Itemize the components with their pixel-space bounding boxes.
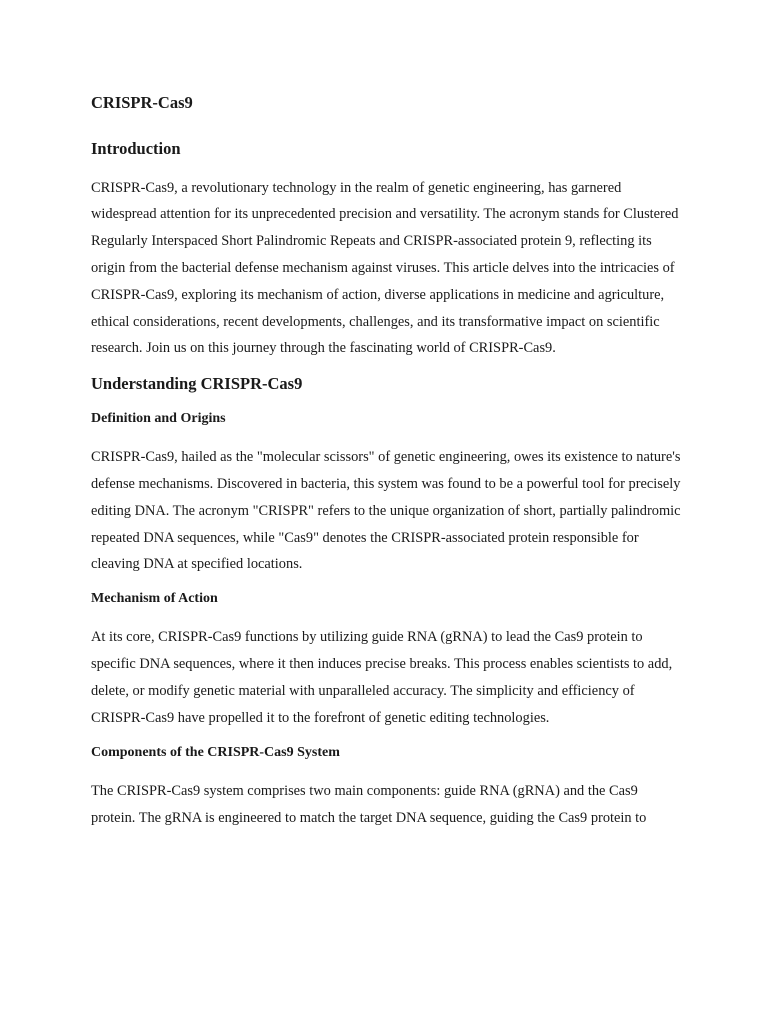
- mechanism-heading: Mechanism of Action: [91, 591, 218, 607]
- components-paragraph: The CRISPR-Cas9 system comprises two main components: guide RNA (gRNA) and the Cas9 protein. The gRNA is engineered to match the target DNA sequence, guiding the Cas9 protein to: [91, 782, 647, 826]
- definition-heading: Definition and Origins: [91, 410, 226, 426]
- document-title: CRISPR-Cas9: [91, 93, 193, 112]
- components-heading: Components of the CRISPR-Cas9 System: [91, 744, 340, 760]
- definition-paragraph: CRISPR-Cas9, hailed as the "molecular scissors" of genetic engineering, owes its existence to nature's defense mechanisms. Discovered in bacteria, this system was found to be a powerful tool for precisely editing DNA. The acronym "CRISPR" refers to the unique organization of short, partially palindromic repeated DNA sequences, while "Cas9" denotes the CRISPR-associated protein responsible for cleaving DNA at specified locations.: [91, 449, 681, 573]
- introduction-paragraph: CRISPR-Cas9, a revolutionary technology in the realm of genetic engineering, has garnered widespread attention for its unprecedented precision and versatility. The acronym stands for Clustered Regularly Interspaced Short Palindromic Repeats and CRISPR-associated protein 9, reflecting its origin from the bacterial defense mechanism against viruses. This article delves into the intricacies of CRISPR-Cas9, exploring its mechanism of action, diverse applications in medicine and agriculture, ethical considerations, recent developments, challenges, and its transformative impact on scientific research. Join us on this journey through the fascinating world of CRISPR-Cas9.: [91, 179, 679, 357]
- mechanism-paragraph: At its core, CRISPR-Cas9 functions by utilizing guide RNA (gRNA) to lead the Cas9 protein to specific DNA sequences, where it then induces precise breaks. This process enables scientists to add, delete, or modify genetic material with unparalleled accuracy. The simplicity and efficiency of CRISPR-Cas9 have propelled it to the forefront of genetic editing technologies.: [91, 629, 673, 726]
- understanding-heading: Understanding CRISPR-Cas9: [91, 374, 303, 394]
- introduction-heading: Introduction: [91, 138, 181, 158]
